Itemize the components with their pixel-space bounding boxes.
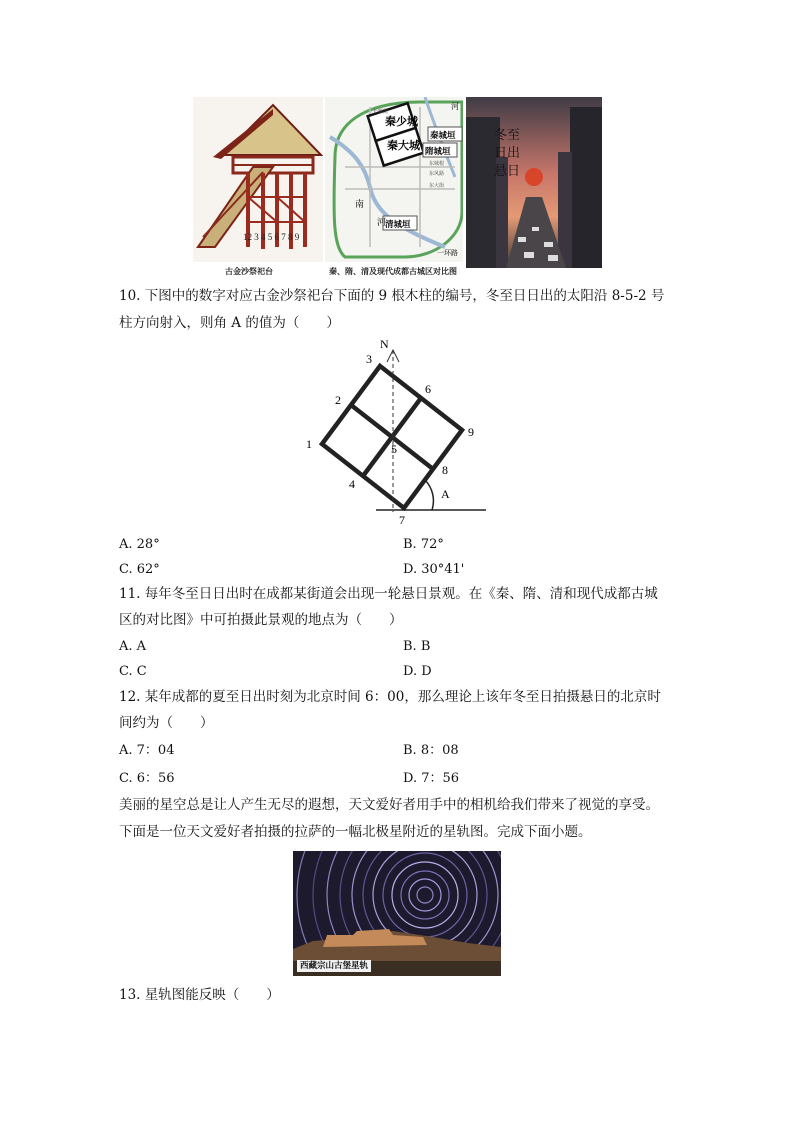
- q11-option-a[interactable]: A. A: [119, 639, 147, 654]
- intro-line2: 下面是一位天文爱好者拍摄的拉萨的一幅北极星附近的星轨图。完成下面小题。: [119, 824, 592, 840]
- post-4: 4: [349, 477, 355, 491]
- intro-line1: 美丽的星空总是让人产生无尽的遐想，天文爱好者用手中的相机给我们带来了视觉的享受。: [119, 797, 659, 813]
- label-street-2: 东风路: [429, 172, 445, 177]
- label-qing-wall: 清城垣: [385, 219, 411, 229]
- q11-option-d[interactable]: D. D: [403, 664, 432, 679]
- q11-option-c[interactable]: C. C: [119, 664, 147, 679]
- label-qin-wall: 秦城垣: [430, 130, 456, 140]
- figure-sunrise-photo: [466, 97, 602, 268]
- q10-option-c[interactable]: C. 62°: [119, 562, 160, 577]
- q10-option-b[interactable]: B. 72°: [403, 537, 444, 552]
- label-street-4: 长顺街: [373, 110, 389, 115]
- q12-option-c[interactable]: C. 6：56: [119, 771, 175, 786]
- post-5: 5: [391, 442, 397, 456]
- photo-text-1: 冬至: [494, 127, 521, 142]
- post-1: 1: [306, 437, 312, 451]
- post-layout-diagram: [300, 340, 500, 530]
- q11-line2: 区的对比图》中可拍摄此景观的地点为（ ）: [119, 612, 403, 628]
- star-trail-image: [293, 851, 501, 976]
- label-river-south-2: 河: [377, 217, 387, 227]
- q12-line1: 12. 某年成都的夏至日出时刻为北京时间 6：00，那么理论上该年冬至日拍摄悬日的北京时: [119, 689, 661, 705]
- post-6: 6: [425, 382, 431, 396]
- photo-text-2: 日出: [494, 145, 521, 160]
- q10-option-a[interactable]: A. 28°: [119, 537, 160, 552]
- label-qin-large: 秦大城: [387, 140, 420, 152]
- platform-caption: 古金沙祭祀台: [225, 267, 273, 276]
- figure-city-map: [325, 97, 463, 276]
- star-trail-photo: [293, 851, 501, 976]
- star-trail-caption: 西藏宗山古堡星轨: [297, 960, 371, 972]
- label-ring-road: 一环路: [437, 249, 458, 257]
- post-3: 3: [366, 352, 372, 366]
- city-map: [325, 97, 463, 262]
- q10-post-diagram: [300, 340, 500, 530]
- label-river-south-1: 南: [355, 199, 365, 209]
- q11-line1: 11. 每年冬至日日出时在成都某街道会出现一轮悬日景观。在《秦、隋、清和现代成都古城: [119, 586, 658, 602]
- q11-option-b[interactable]: B. B: [403, 639, 431, 654]
- map-caption: 秦、隋、清及现代成都古城区对比图: [329, 267, 457, 276]
- post-8: 8: [442, 463, 448, 477]
- q12-option-d[interactable]: D. 7：56: [403, 771, 460, 786]
- q13-line: 13. 星轨图能反映（ ）: [119, 987, 280, 1003]
- photo-text-3: 悬日: [494, 163, 521, 178]
- q12-option-b[interactable]: B. 8：08: [403, 743, 459, 758]
- post-2: 2: [335, 393, 341, 407]
- post-9: 9: [468, 425, 474, 439]
- label-street-1: 东城根: [429, 162, 445, 167]
- q12-option-a[interactable]: A. 7：04: [119, 743, 175, 758]
- q10-line2: 柱方向射入，则角 A 的值为（ ）: [119, 315, 340, 331]
- label-qin-small: 秦少城: [385, 116, 418, 128]
- label-sui-wall: 隋城垣: [425, 146, 451, 156]
- angle-label: A: [441, 487, 450, 501]
- sunrise-photo: [466, 97, 602, 268]
- platform-illustration: [193, 97, 323, 262]
- post-7: 7: [399, 513, 405, 527]
- label-street-3: 东大街: [429, 184, 445, 189]
- figure-platform: [193, 97, 323, 276]
- q10-option-d[interactable]: D. 30°41': [403, 562, 465, 577]
- north-label: N: [380, 340, 389, 351]
- label-river-north: 河: [451, 102, 459, 111]
- platform-post-numbers: 12 3 4 5 6 7 8 9: [243, 232, 300, 242]
- q12-line2: 间约为（ ）: [119, 715, 214, 731]
- q10-line1: 10. 下图中的数字对应古金沙祭祀台下面的 9 根木柱的编号，冬至日日出的太阳沿 8-5-2 号: [119, 288, 665, 304]
